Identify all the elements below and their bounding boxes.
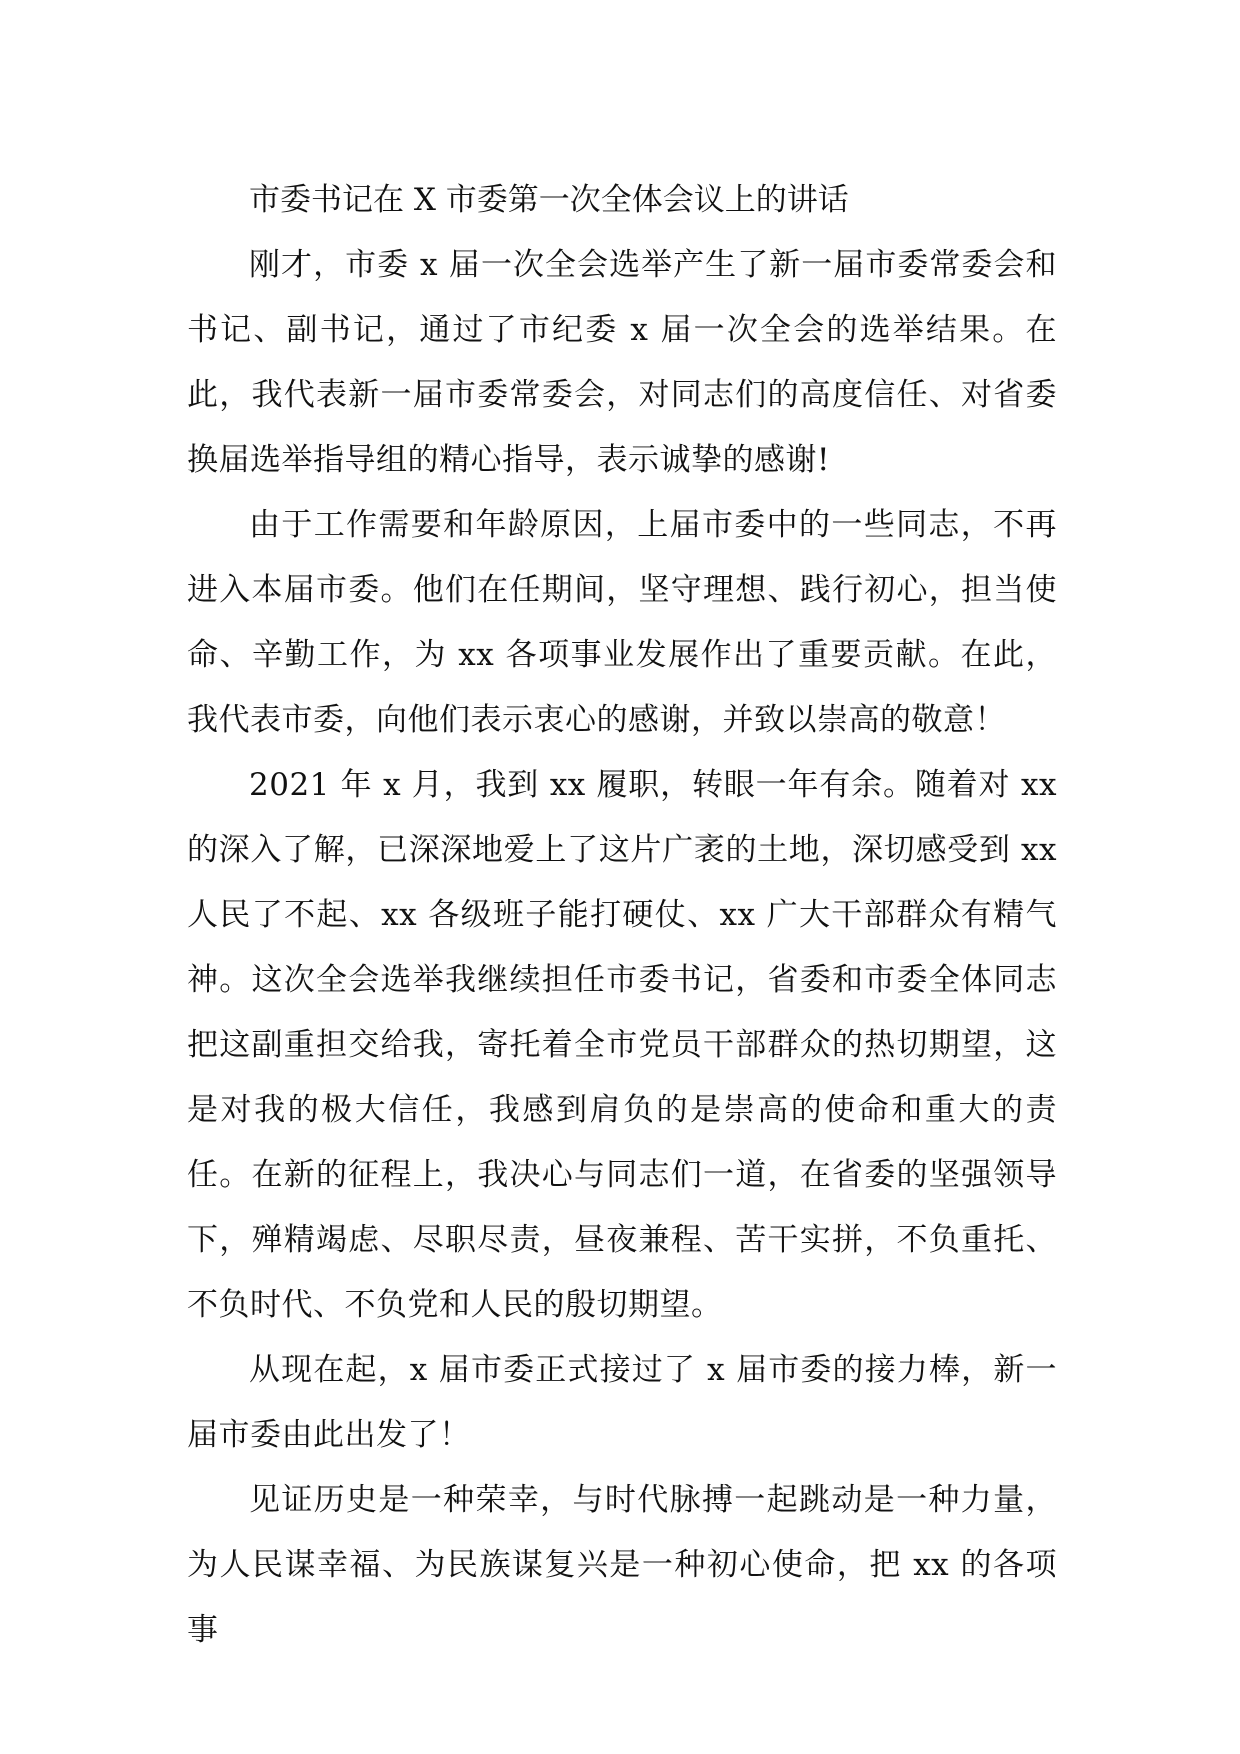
paragraph-3: 2021 年 x 月，我到 xx 履职，转眼一年有余。随着对 xx 的深入了解，已深深地爱上了这片广袤的土地，深切感受到 xx 人民了不起、xx 各级班子能打硬仗、xx 广大干部群众有精气神。这次全会选举我继续担任市委书记，省委和市委全体同志把这副重担交给我，寄托着全市党员干部群众的热切期望，这是对我的极大信任，我感到肩负的是崇高的使命和重大的责任。在新的征程上，我决心与同志们一道，在省委的坚强领导下，殚精竭虑、尽职尽责，昼夜兼程、苦干实拼，不负重托、不负时代、不负党和人民的殷切期望。 <box>187 767 1057 1323</box>
paragraph-5: 见证历史是一种荣幸，与时代脉搏一起跳动是一种力量，为人民谋幸福、为民族谋复兴是一种初心使命，把 xx 的各项事 <box>187 1482 1057 1648</box>
document-title: 市委书记在 X 市委第一次全体会议上的讲话 <box>249 182 849 218</box>
paragraph-1: 刚才，市委 x 届一次全会选举产生了新一届市委常委会和书记、副书记，通过了市纪委 x 届一次全会的选举结果。在此，我代表新一届市委常委会，对同志们的高度信任、对省委换届选举指导组的精心指导，表示诚挚的感谢! <box>187 247 1057 478</box>
paragraph-2: 由于工作需要和年龄原因，上届市委中的一些同志，不再进入本届市委。他们在任期间，坚守理想、践行初心，担当使命、辛勤工作，为 xx 各项事业发展作出了重要贡献。在此，我代表市委，向他们表示衷心的感谢，并致以崇高的敬意！ <box>187 507 1057 738</box>
document-body <box>187 168 1057 1663</box>
paragraph-4: 从现在起，x 届市委正式接过了 x 届市委的接力棒，新一届市委由此出发了！ <box>187 1352 1057 1453</box>
